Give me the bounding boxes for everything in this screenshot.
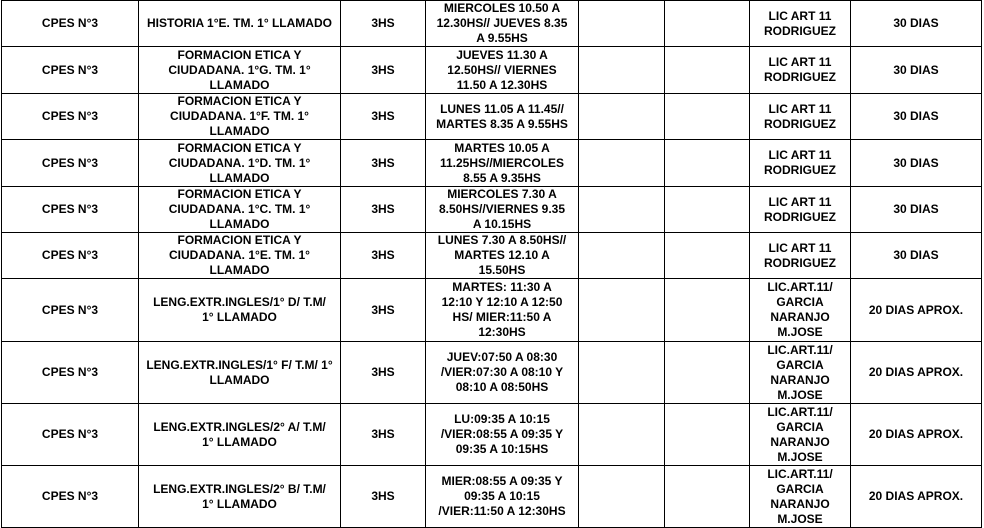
licence-cell: LIC.ART.11/ GARCIA NARANJO M.JOSE (750, 279, 851, 342)
licence-cell: LIC.ART.11/ GARCIA NARANJO M.JOSE (750, 466, 851, 528)
table-row (2, 233, 982, 279)
empty-cell (579, 233, 665, 279)
empty-cell (665, 404, 750, 466)
empty-cell (579, 404, 665, 466)
subject-cell: LENG.EXTR.INGLES/2° B/ T.M/ 1° LLAMADO (139, 466, 341, 528)
empty-cell (665, 94, 750, 140)
institution-cell: CPES N°3 (2, 279, 139, 342)
licence-cell: LIC ART 11 RODRIGUEZ (750, 233, 851, 279)
empty-cell (665, 279, 750, 342)
table-row (2, 140, 982, 187)
empty-cell (579, 279, 665, 342)
table-row (2, 47, 982, 94)
licence-cell: LIC.ART.11/ GARCIA NARANJO M.JOSE (750, 404, 851, 466)
empty-cell (579, 187, 665, 233)
duration-cell: 20 DIAS APROX. (851, 466, 982, 528)
duration-cell: 20 DIAS APROX. (851, 279, 982, 342)
licence-cell: LIC ART 11 RODRIGUEZ (750, 187, 851, 233)
empty-cell (665, 140, 750, 187)
duration-cell: 20 DIAS APROX. (851, 404, 982, 466)
hours-cell: 3HS (341, 404, 426, 466)
subject-cell: FORMACION ETICA Y CIUDADANA. 1°F. TM. 1° LLAMADO (139, 94, 341, 140)
institution-cell: CPES N°3 (2, 466, 139, 528)
subject-cell: FORMACION ETICA Y CIUDADANA. 1°C. TM. 1° LLAMADO (139, 187, 341, 233)
subject-cell: FORMACION ETICA Y CIUDADANA. 1°D. TM. 1° LLAMADO (139, 140, 341, 187)
table-row (2, 342, 982, 404)
duration-cell: 30 DIAS (851, 140, 982, 187)
table-row (2, 1, 982, 47)
schedule-cell: JUEV:07:50 A 08:30 /VIER:07:30 A 08:10 Y 08:10 A 08:50HS (426, 342, 579, 404)
schedule-cell: JUEVES 11.30 A 12.50HS// VIERNES 11.50 A 12.30HS (426, 47, 579, 94)
empty-cell (665, 466, 750, 528)
table-body (2, 1, 982, 528)
table-row (2, 94, 982, 140)
schedule-cell: LUNES 7.30 A 8.50HS// MARTES 12.10 A 15.50HS (426, 233, 579, 279)
hours-cell: 3HS (341, 187, 426, 233)
table-row (2, 187, 982, 233)
institution-cell: CPES N°3 (2, 1, 139, 47)
licence-cell: LIC ART 11 RODRIGUEZ (750, 1, 851, 47)
duration-cell: 30 DIAS (851, 187, 982, 233)
empty-cell (665, 187, 750, 233)
hours-cell: 3HS (341, 342, 426, 404)
vacancy-table (1, 0, 982, 528)
duration-cell: 20 DIAS APROX. (851, 342, 982, 404)
duration-cell: 30 DIAS (851, 233, 982, 279)
licence-cell: LIC ART 11 RODRIGUEZ (750, 94, 851, 140)
subject-cell: LENG.EXTR.INGLES/2° A/ T.M/ 1° LLAMADO (139, 404, 341, 466)
institution-cell: CPES N°3 (2, 187, 139, 233)
hours-cell: 3HS (341, 140, 426, 187)
empty-cell (579, 466, 665, 528)
hours-cell: 3HS (341, 233, 426, 279)
empty-cell (665, 1, 750, 47)
subject-cell: LENG.EXTR.INGLES/1° F/ T.M/ 1° LLAMADO (139, 342, 341, 404)
hours-cell: 3HS (341, 466, 426, 528)
hours-cell: 3HS (341, 47, 426, 94)
subject-cell: LENG.EXTR.INGLES/1° D/ T.M/ 1° LLAMADO (139, 279, 341, 342)
licence-cell: LIC.ART.11/ GARCIA NARANJO M.JOSE (750, 342, 851, 404)
schedule-cell: MARTES 10.05 A 11.25HS//MIERCOLES 8.55 A 9.35HS (426, 140, 579, 187)
hours-cell: 3HS (341, 94, 426, 140)
table-row (2, 404, 982, 466)
schedule-cell: MIER:08:55 A 09:35 Y 09:35 A 10:15 /VIER:11:50 A 12:30HS (426, 466, 579, 528)
schedule-cell: LUNES 11.05 A 11.45// MARTES 8.35 A 9.55HS (426, 94, 579, 140)
institution-cell: CPES N°3 (2, 404, 139, 466)
schedule-cell: MIERCOLES 10.50 A 12.30HS// JUEVES 8.35 A 9.55HS (426, 1, 579, 47)
institution-cell: CPES N°3 (2, 342, 139, 404)
empty-cell (665, 47, 750, 94)
empty-cell (579, 342, 665, 404)
institution-cell: CPES N°3 (2, 47, 139, 94)
subject-cell: HISTORIA 1°E. TM. 1° LLAMADO (139, 1, 341, 47)
hours-cell: 3HS (341, 279, 426, 342)
table-row (2, 279, 982, 342)
empty-cell (665, 233, 750, 279)
empty-cell (665, 342, 750, 404)
empty-cell (579, 94, 665, 140)
subject-cell: FORMACION ETICA Y CIUDADANA. 1°G. TM. 1° LLAMADO (139, 47, 341, 94)
duration-cell: 30 DIAS (851, 94, 982, 140)
empty-cell (579, 47, 665, 94)
hours-cell: 3HS (341, 1, 426, 47)
duration-cell: 30 DIAS (851, 1, 982, 47)
institution-cell: CPES N°3 (2, 94, 139, 140)
schedule-cell: LU:09:35 A 10:15 /VIER:08:55 A 09:35 Y 09:35 A 10:15HS (426, 404, 579, 466)
table-row (2, 466, 982, 528)
schedule-cell: MIERCOLES 7.30 A 8.50HS//VIERNES 9.35 A 10.15HS (426, 187, 579, 233)
institution-cell: CPES N°3 (2, 140, 139, 187)
empty-cell (579, 1, 665, 47)
licence-cell: LIC ART 11 RODRIGUEZ (750, 47, 851, 94)
institution-cell: CPES N°3 (2, 233, 139, 279)
duration-cell: 30 DIAS (851, 47, 982, 94)
licence-cell: LIC ART 11 RODRIGUEZ (750, 140, 851, 187)
subject-cell: FORMACION ETICA Y CIUDADANA. 1°E. TM. 1° LLAMADO (139, 233, 341, 279)
schedule-cell: MARTES: 11:30 A 12:10 Y 12:10 A 12:50 HS/ MIER:11:50 A 12:30HS (426, 279, 579, 342)
empty-cell (579, 140, 665, 187)
